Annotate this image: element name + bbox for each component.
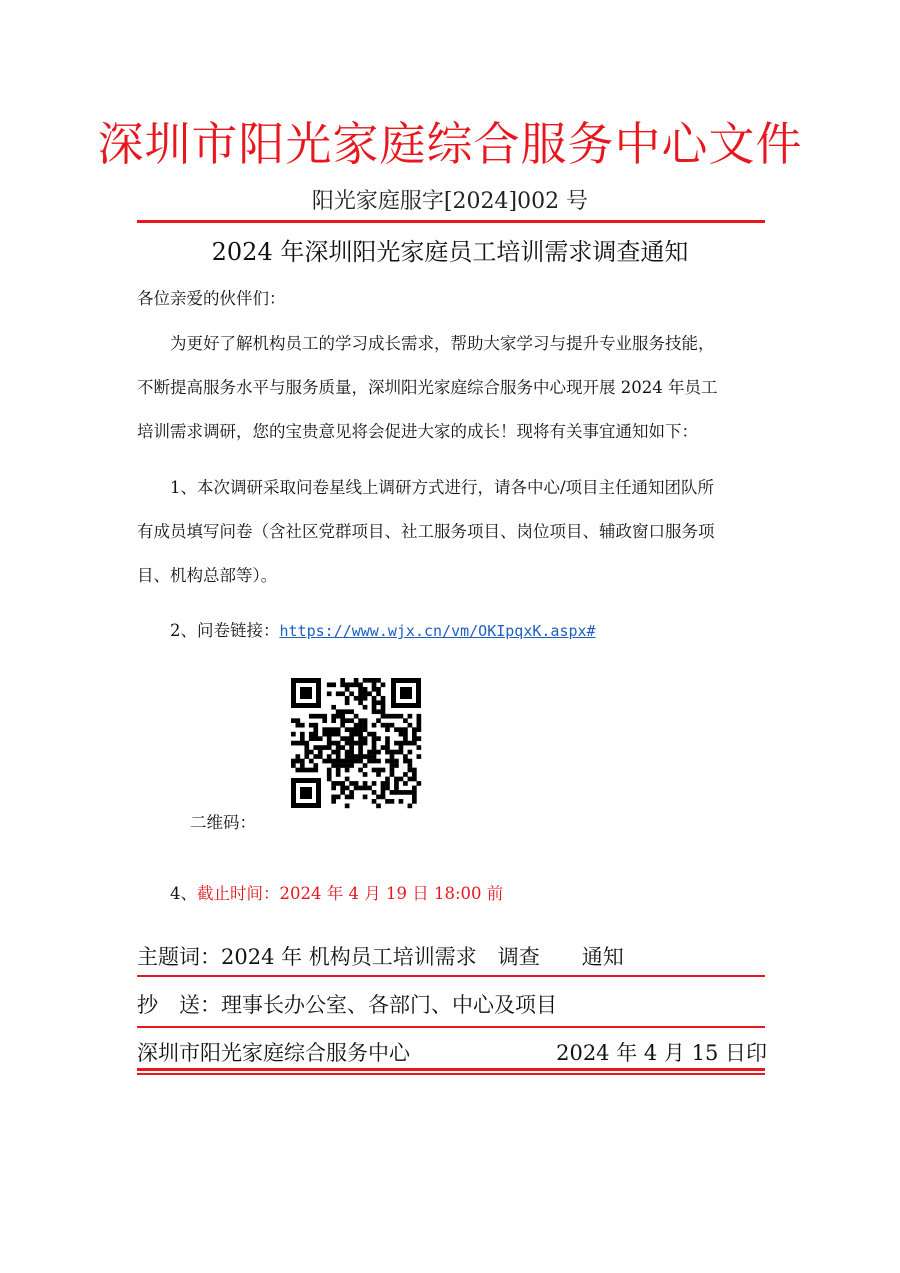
item-1-paragraph <box>137 473 767 591</box>
keywords-rule <box>137 975 765 977</box>
item-2-paragraph <box>137 616 767 646</box>
item-1-line: 目、机构总部等）。 <box>137 566 278 585</box>
intro-line: 培训需求调研，您的宝贵意见将会促进大家的成长！现将有关事宜通知如下： <box>137 422 698 441</box>
document-number: 阳光家庭服字[2024]002 号 <box>311 189 589 214</box>
qr-label: 二维码： <box>190 813 256 832</box>
header-red-rule <box>137 220 765 223</box>
intro-line: 为更好了解机构员工的学习成长需求，帮助大家学习与提升专业服务技能， <box>170 334 715 353</box>
item-4-paragraph <box>137 879 767 909</box>
greeting <box>137 284 767 314</box>
issuer-name: 深圳市阳光家庭综合服务中心 <box>137 1041 410 1065</box>
notice-title: 2024 年深圳阳光家庭员工培训需求调查通知 <box>211 238 689 266</box>
item-2-prefix: 2、问卷链接： <box>170 621 280 640</box>
bottom-rule-2 <box>137 1073 765 1075</box>
print-date: 2024 年 4 月 15 日印 <box>556 1041 767 1065</box>
item-1-line: 1、本次调研采取问卷星线上调研方式进行，请各中心/项目主任通知团队所 <box>170 478 715 497</box>
document-title: 深圳市阳光家庭综合服务中心文件 <box>97 117 803 171</box>
survey-link[interactable]: https://www.wjx.cn/vm/OKIpqxK.aspx# <box>279 622 596 640</box>
cc-line: 抄 送：理事长办公室、各部门、中心及项目 <box>137 993 557 1017</box>
qr-code-icon <box>289 676 423 810</box>
qr-label-row <box>137 808 767 838</box>
bottom-rule-1 <box>137 1068 765 1071</box>
cc-rule <box>137 1026 765 1028</box>
item-4-line <box>137 879 767 909</box>
item-2-line <box>137 616 767 646</box>
intro-line: 不断提高服务水平与服务质量，深圳阳光家庭综合服务中心现开展 2024 年员工 <box>137 378 718 397</box>
item-1-line: 有成员填写问卷（含社区党群项目、社工服务项目、岗位项目、辅政窗口服务项 <box>137 522 715 541</box>
greeting-text: 各位亲爱的伙伴们： <box>137 289 286 308</box>
issuer-line <box>137 1037 767 1069</box>
keywords-line: 主题词：2024 年 机构员工培训需求 调查 通知 <box>137 945 624 969</box>
item-4-prefix: 4、 <box>170 884 197 903</box>
deadline-text: 截止时间：2024 年 4 月 19 日 18:00 前 <box>197 884 504 903</box>
intro-paragraph <box>137 329 767 447</box>
